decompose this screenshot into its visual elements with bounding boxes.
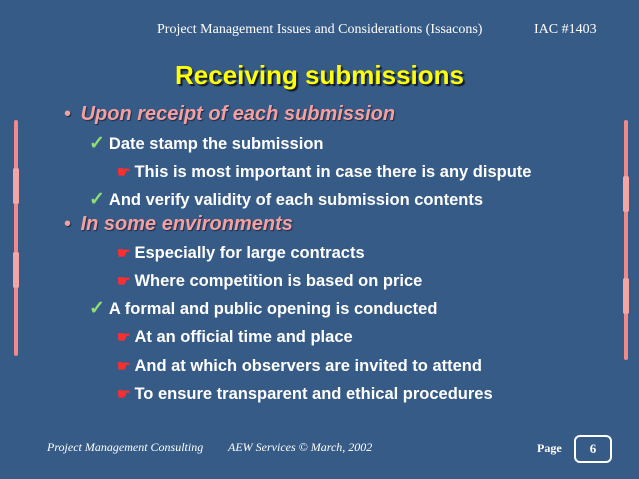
check-icon: ✓ (89, 133, 105, 154)
bullet-text: Upon receipt of each submission (80, 103, 396, 125)
pointing-hand-icon: ☛ (117, 273, 131, 290)
pointing-hand-icon: ☛ (117, 358, 131, 375)
bullet-level-1 (64, 212, 293, 236)
page-label: Page (537, 441, 562, 455)
bullet-level-2 (89, 132, 323, 156)
bullet-text: At an official time and place (134, 328, 353, 346)
bullet-text: A formal and public opening is conducted (108, 300, 438, 318)
bullet-level-3 (117, 160, 531, 184)
slide-title: Receiving submissions (175, 60, 464, 90)
header-title: Project Management Issues and Considerations (Issacons) (157, 22, 483, 37)
bullet-text: And verify validity of each submission contents (108, 191, 484, 209)
bullet-level-3 (117, 241, 365, 265)
bullet-dot: • (64, 213, 72, 235)
bullet-text: And at which observers are invited to attend (134, 357, 482, 375)
bullet-level-3 (117, 382, 493, 406)
bullet-text: This is most important in case there is any dispute (134, 163, 532, 181)
bullet-level-2 (89, 188, 483, 212)
footer-left: Project Management Consulting (47, 440, 204, 454)
check-icon: ✓ (89, 298, 105, 319)
bullet-text: In some environments (80, 213, 293, 235)
check-icon: ✓ (89, 189, 105, 210)
bullet-dot: • (64, 103, 72, 125)
bullet-text: To ensure transparent and ethical procedures (134, 385, 493, 403)
footer-center: AEW Services © March, 2002 (228, 440, 373, 454)
bullet-level-3 (117, 269, 422, 293)
bullet-level-3 (117, 354, 482, 378)
pointing-hand-icon: ☛ (117, 164, 131, 181)
bullet-text: Date stamp the submission (108, 135, 324, 153)
pointing-hand-icon: ☛ (117, 245, 131, 262)
pointing-hand-icon: ☛ (117, 329, 131, 346)
bullet-level-2 (89, 297, 437, 321)
header-code: IAC #1403 (534, 22, 597, 37)
bullet-text: Especially for large contracts (134, 244, 365, 262)
bullet-level-1 (64, 102, 395, 126)
bullet-text: Where competition is based on price (134, 272, 423, 290)
pointing-hand-icon: ☛ (117, 386, 131, 403)
page-number: 6 (574, 435, 612, 463)
bullet-level-3 (117, 325, 353, 349)
